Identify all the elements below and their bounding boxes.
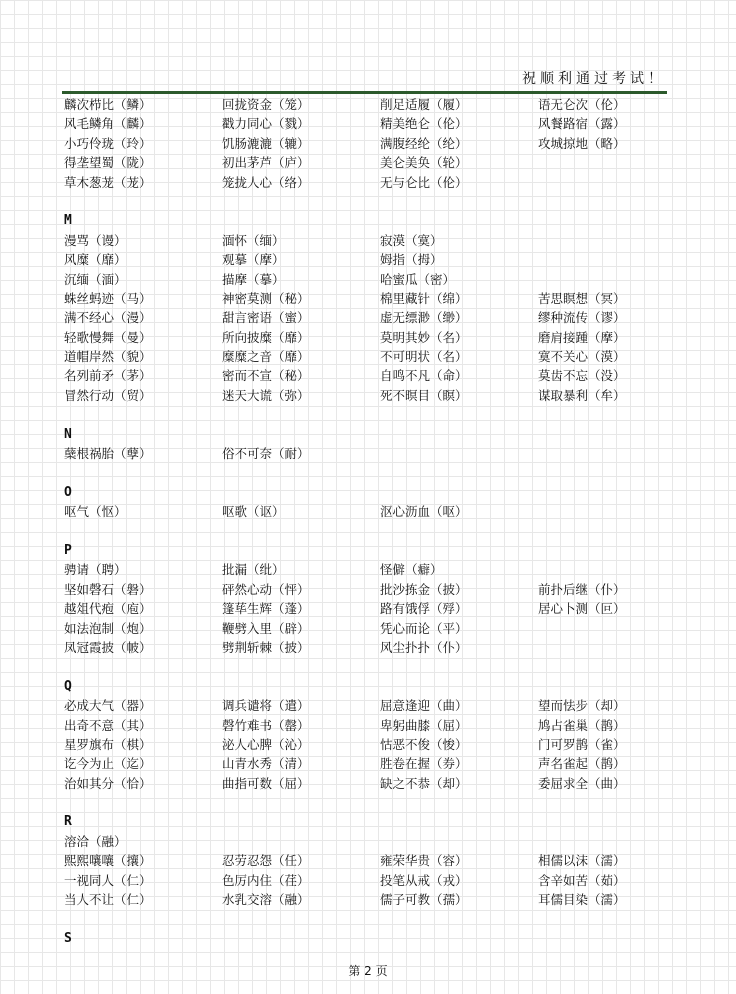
idiom-entry: 笼拢人心（络） xyxy=(222,174,310,190)
idiom-entry: 风糜（靡） xyxy=(64,252,127,268)
idiom-entry: 麟次栉比（鳞） xyxy=(64,97,152,112)
idiom-entry: 屈意逢迎（曲） xyxy=(380,698,468,714)
idiom-entry: 投笔从戒（戎） xyxy=(380,872,468,888)
idiom-entry xyxy=(538,619,684,638)
idiom-entry: 泌人心脾（沁） xyxy=(222,736,310,752)
list-row xyxy=(64,328,684,347)
idiom-entry: 草木葱茏（茏） xyxy=(64,174,152,190)
list-row xyxy=(64,173,684,192)
idiom-entry: 怪僻（癖） xyxy=(380,562,443,578)
idiom-entry: 越俎代疱（庖） xyxy=(64,601,152,617)
idiom-entry: 怙恶不俊（悛） xyxy=(380,736,468,752)
idiom-entry: 曲指可数（屈） xyxy=(222,775,310,791)
list-row xyxy=(64,289,684,308)
idiom-entry: 鞭劈入里（辟） xyxy=(222,620,310,636)
idiom-entry xyxy=(538,250,684,269)
idiom-entry: 苦思瞑想（冥） xyxy=(538,290,626,306)
section-gap xyxy=(64,522,684,541)
list-row xyxy=(64,270,684,289)
page-number: 第 2 页 xyxy=(348,964,388,978)
idiom-entry: 凤冠霞披（帔） xyxy=(64,639,152,655)
idiom-entry xyxy=(538,444,684,463)
idiom-entry: 死不暝目（瞑） xyxy=(380,387,468,403)
idiom-entry: 名列前矛（茅） xyxy=(64,368,152,384)
idiom-entry xyxy=(538,832,684,851)
idiom-entry: 不可明状（名） xyxy=(380,349,468,365)
idiom-entry: 呕歌（讴） xyxy=(222,504,285,520)
list-row xyxy=(64,871,684,890)
list-row xyxy=(64,114,684,133)
idiom-entry xyxy=(538,560,684,579)
list-row xyxy=(64,347,684,366)
idiom-entry: 坚如磬石（磐） xyxy=(64,581,152,597)
idiom-entry: 批漏（纰） xyxy=(222,562,285,578)
idiom-entry: 莫齿不忘（没） xyxy=(538,368,626,384)
idiom-entry: 山青水秀（清） xyxy=(222,756,310,772)
idiom-entry: 轻歌慢舞（曼） xyxy=(64,329,152,345)
idiom-entry: 寞不关心（漠） xyxy=(538,349,626,365)
idiom-entry: 无与仑比（伦） xyxy=(380,174,468,190)
list-row xyxy=(64,502,684,521)
idiom-entry: 水乳交溶（融） xyxy=(222,892,310,908)
list-row xyxy=(64,95,684,114)
idiom-entry: 缪种流传（谬） xyxy=(538,310,626,326)
idiom-entry: 讫今为止（迄） xyxy=(64,756,152,772)
idiom-entry: 星罗旗布（棋） xyxy=(64,736,152,752)
section-letter: M xyxy=(64,213,72,229)
idiom-entry: 风尘扑扑（仆） xyxy=(380,639,468,655)
idiom-entry: 前扑后继（仆） xyxy=(538,581,626,597)
idiom-entry: 自鸣不凡（命） xyxy=(380,368,468,384)
list-row xyxy=(64,444,684,463)
idiom-entry xyxy=(538,502,684,521)
idiom-entry: 蛛丝蚂迹（马） xyxy=(64,290,152,306)
idiom-entry: 砰然心动（怦） xyxy=(222,581,310,597)
idiom-entry: 委屈求全（曲） xyxy=(538,775,626,791)
idiom-entry: 劈荆斩棘（披） xyxy=(222,639,310,655)
section-gap xyxy=(64,657,684,676)
idiom-entry: 漫骂（谩） xyxy=(64,232,127,248)
idiom-entry: 神密莫测（秘） xyxy=(222,290,310,306)
list-row xyxy=(64,851,684,870)
idiom-entry: 批沙拣金（披） xyxy=(380,581,468,597)
list-row xyxy=(64,599,684,618)
idiom-entry: 骋请（聘） xyxy=(64,562,127,578)
list-row xyxy=(64,774,684,793)
idiom-entry: 忍劳忍怨（任） xyxy=(222,853,310,869)
idiom-entry: 虚无缥渺（缈） xyxy=(380,310,468,326)
list-row xyxy=(64,134,684,153)
word-list xyxy=(64,95,684,948)
idiom-entry: 门可罗鹊（雀） xyxy=(538,736,626,752)
idiom-entry: 湎怀（缅） xyxy=(222,232,285,248)
idiom-entry: 戳力同心（戮） xyxy=(222,116,310,132)
idiom-entry xyxy=(538,153,684,172)
list-row xyxy=(64,619,684,638)
idiom-entry: 俗不可奈（耐） xyxy=(222,446,310,462)
idiom-entry: 沉缅（湎） xyxy=(64,271,127,287)
list-row xyxy=(64,716,684,735)
section-letter: S xyxy=(64,930,72,946)
idiom-entry: 磨肩接踵（摩） xyxy=(538,329,626,345)
idiom-entry: 初出茅芦（庐） xyxy=(222,155,310,171)
idiom-entry: 得垄望蜀（陇） xyxy=(64,155,152,171)
section-gap xyxy=(64,463,684,482)
idiom-entry: 哈蜜瓜（密） xyxy=(380,271,456,287)
header-rule xyxy=(62,91,667,94)
section-letter: O xyxy=(64,484,72,500)
list-row xyxy=(64,231,684,250)
idiom-entry: 密而不宣（秘） xyxy=(222,368,310,384)
list-row xyxy=(64,580,684,599)
idiom-entry: 鸠占雀巢（鹊） xyxy=(538,717,626,733)
idiom-entry: 风餐路宿（露） xyxy=(538,116,626,132)
idiom-entry: 精美绝仑（伦） xyxy=(380,116,468,132)
header-slogan: 祝顺利通过考试！ xyxy=(522,71,666,87)
idiom-entry: 磬竹难书（罄） xyxy=(222,717,310,733)
idiom-entry: 甜言密语（蜜） xyxy=(222,310,310,326)
idiom-entry: 谋取暴利（牟） xyxy=(538,387,626,403)
idiom-entry: 迷天大谎（弥） xyxy=(222,387,310,403)
idiom-entry xyxy=(538,173,684,192)
list-row xyxy=(64,153,684,172)
idiom-entry: 儒子可教（孺） xyxy=(380,892,468,908)
section-gap xyxy=(64,909,684,928)
idiom-entry: 沤心沥血（呕） xyxy=(380,504,468,520)
idiom-entry: 凭心而论（平） xyxy=(380,620,468,636)
idiom-entry: 色厉内住（荏） xyxy=(222,872,310,888)
idiom-entry: 调兵谴将（遣） xyxy=(222,698,310,714)
idiom-entry: 所向披糜（靡） xyxy=(222,329,310,345)
idiom-entry: 路有饿俘（殍） xyxy=(380,601,468,617)
idiom-entry xyxy=(222,832,380,851)
list-row xyxy=(64,832,684,851)
idiom-entry xyxy=(538,270,684,289)
idiom-entry: 美仑美奂（轮） xyxy=(380,155,468,171)
idiom-entry: 饥肠漉漉（辘） xyxy=(222,135,310,151)
list-row xyxy=(64,638,684,657)
idiom-entry: 描摩（摹） xyxy=(222,271,285,287)
idiom-entry xyxy=(380,444,538,463)
idiom-entry: 如法泡制（炮） xyxy=(64,620,152,636)
idiom-entry: 含辛如苦（茹） xyxy=(538,872,626,888)
idiom-entry: 治如其分（恰） xyxy=(64,775,152,791)
section-gap xyxy=(64,405,684,424)
idiom-entry: 棉里藏针（绵） xyxy=(380,290,468,306)
section-gap xyxy=(64,793,684,812)
section-letter: Q xyxy=(64,678,72,694)
section-letter: P xyxy=(64,542,72,558)
idiom-entry: 满腹经纶（纶） xyxy=(380,135,468,151)
idiom-entry: 溶洽（融） xyxy=(64,833,127,849)
idiom-entry xyxy=(380,832,538,851)
list-row xyxy=(64,890,684,909)
idiom-entry: 居心卜测（叵） xyxy=(538,601,626,617)
idiom-entry: 出奇不意（其） xyxy=(64,717,152,733)
idiom-entry: 攻城掠地（略） xyxy=(538,135,626,151)
list-row xyxy=(64,308,684,327)
section-letter: R xyxy=(64,814,72,830)
idiom-entry: 糜糜之音（靡） xyxy=(222,349,310,365)
section-gap xyxy=(64,192,684,211)
idiom-entry: 卑躬曲膝（屈） xyxy=(380,717,468,733)
list-row xyxy=(64,735,684,754)
idiom-entry: 当人不让（仁） xyxy=(64,892,152,908)
idiom-entry: 冒然行动（贸） xyxy=(64,387,152,403)
idiom-entry: 寂漠（寞） xyxy=(380,232,443,248)
idiom-entry: 望而怯步（却） xyxy=(538,698,626,714)
idiom-entry: 姆指（拇） xyxy=(380,252,443,268)
idiom-entry: 道帽岸然（貌） xyxy=(64,349,152,365)
idiom-entry xyxy=(538,638,684,657)
idiom-entry: 相儒以沫（濡） xyxy=(538,853,626,869)
idiom-entry: 蘖根祸胎（孽） xyxy=(64,446,152,462)
idiom-entry: 小巧伶珑（玲） xyxy=(64,135,152,151)
idiom-entry: 语无仑次（伦） xyxy=(538,97,626,112)
idiom-entry: 风毛鳞角（麟） xyxy=(64,116,152,132)
list-row xyxy=(64,560,684,579)
list-row xyxy=(64,754,684,773)
idiom-entry: 满不经心（漫） xyxy=(64,310,152,326)
idiom-entry: 莫明其妙（名） xyxy=(380,329,468,345)
idiom-entry xyxy=(538,231,684,250)
idiom-entry: 声名雀起（鹊） xyxy=(538,756,626,772)
list-row xyxy=(64,366,684,385)
list-row xyxy=(64,696,684,715)
idiom-entry: 一视同人（仁） xyxy=(64,872,152,888)
idiom-entry: 雍荣华贵（容） xyxy=(380,853,468,869)
idiom-entry: 篷荜生辉（蓬） xyxy=(222,601,310,617)
idiom-entry: 观摹（摩） xyxy=(222,252,285,268)
idiom-entry: 胜卷在握（券） xyxy=(380,756,468,772)
list-row xyxy=(64,386,684,405)
section-letter: N xyxy=(64,426,72,442)
idiom-entry: 呕气（怄） xyxy=(64,504,127,520)
idiom-entry: 缺之不恭（却） xyxy=(380,775,468,791)
idiom-entry: 削足适履（履） xyxy=(380,97,468,112)
idiom-entry: 耳儒目染（濡） xyxy=(538,892,626,908)
idiom-entry: 熙熙嚷嚷（攘） xyxy=(64,853,152,869)
idiom-entry: 回拢资金（笼） xyxy=(222,97,310,112)
list-row xyxy=(64,250,684,269)
idiom-entry: 必成大气（器） xyxy=(64,698,152,714)
